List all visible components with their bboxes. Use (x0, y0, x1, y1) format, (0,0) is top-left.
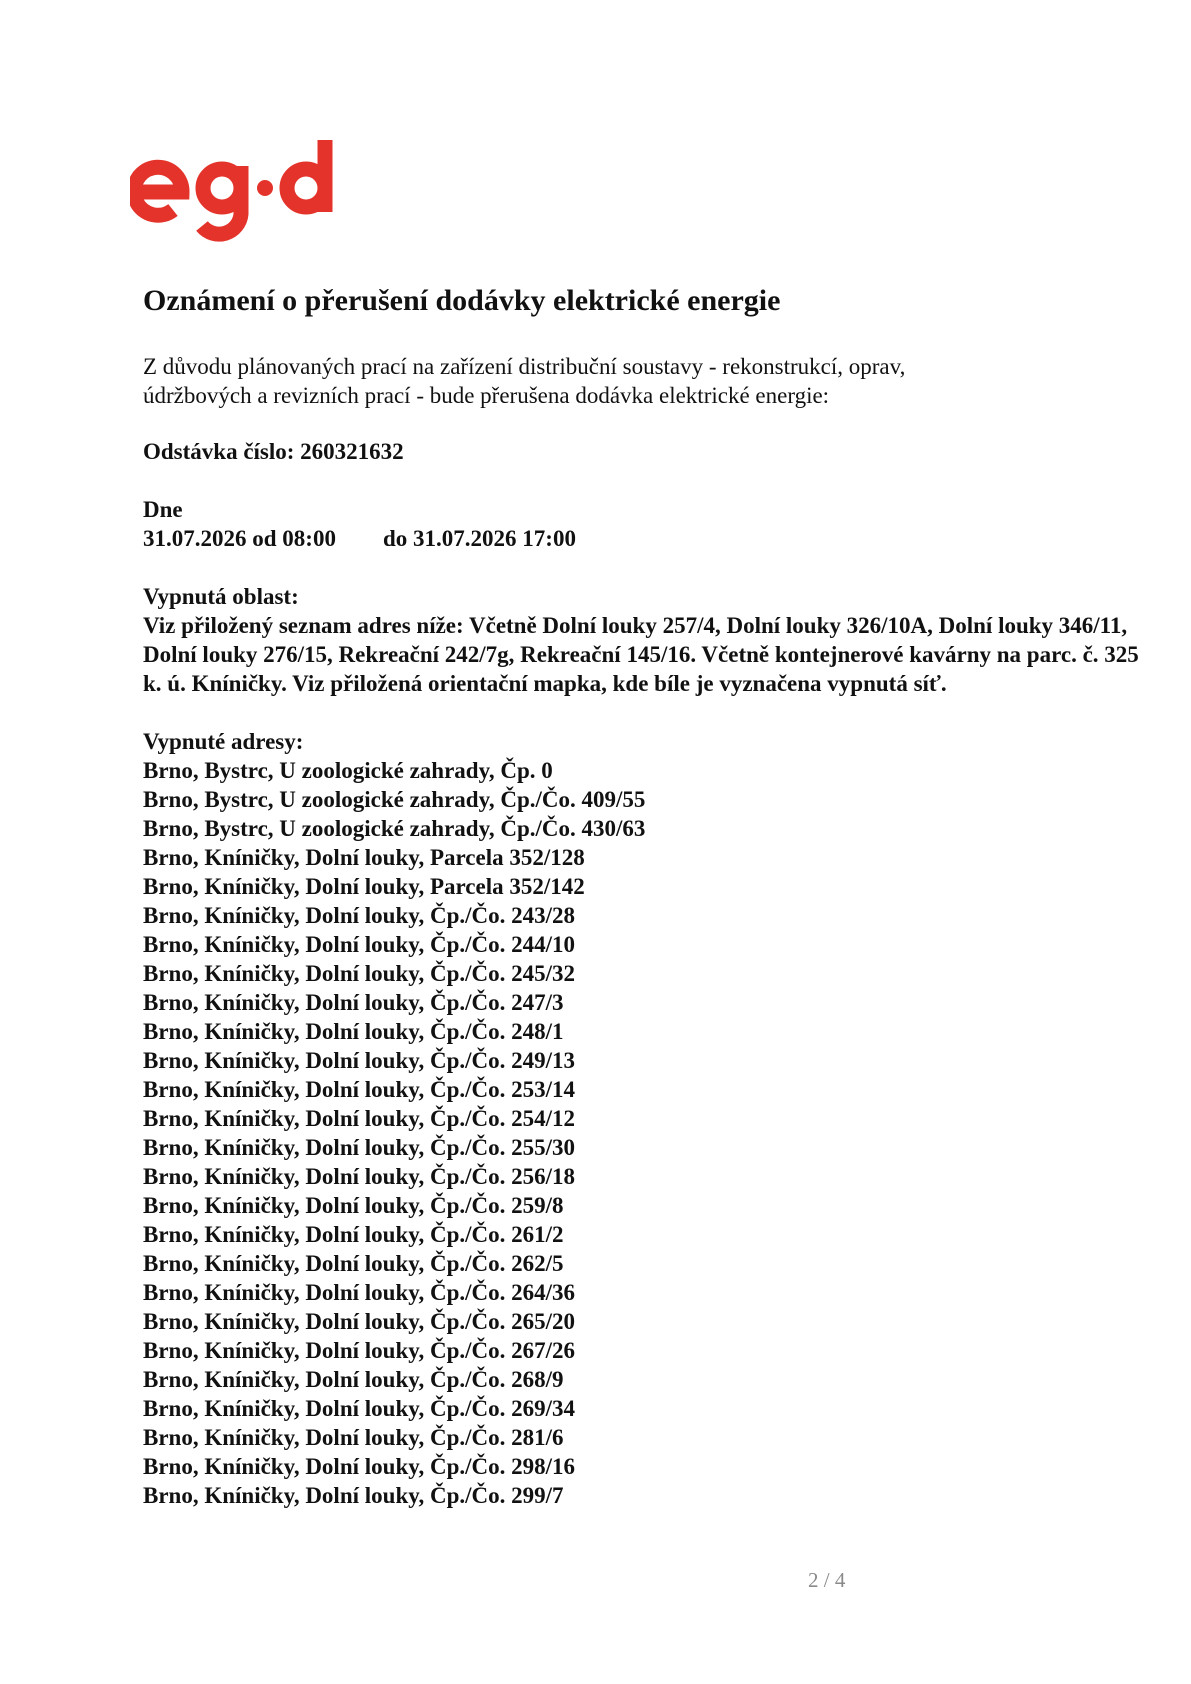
intro-line: údržbových a revizních prací - bude přerušena dodávka elektrické energie: (143, 383, 830, 408)
area-label: Vypnutá oblast: (143, 584, 299, 609)
address-item: Brno, Kníničky, Dolní louky, Čp./Čo. 256/18 (143, 1164, 576, 1189)
address-item: Brno, Kníničky, Dolní louky, Parcela 352/128 (143, 845, 585, 870)
intro-line: Z důvodu plánovaných prací na zařízení distribuční soustavy - rekonstrukcí, oprav, (143, 354, 906, 379)
addresses-label: Vypnuté adresy: (143, 729, 304, 754)
address-item: Brno, Bystrc, U zoologické zahrady, Čp. 0 (143, 758, 553, 783)
date-label: Dne (143, 497, 183, 522)
address-item: Brno, Kníničky, Dolní louky, Čp./Čo. 254/12 (143, 1106, 576, 1131)
address-item: Brno, Kníničky, Dolní louky, Čp./Čo. 262/5 (143, 1251, 564, 1276)
address-item: Brno, Kníničky, Dolní louky, Čp./Čo. 268/9 (143, 1367, 564, 1392)
address-item: Brno, Kníničky, Dolní louky, Čp./Čo. 245/32 (143, 961, 576, 986)
address-item: Brno, Kníničky, Dolní louky, Čp./Čo. 265/20 (143, 1309, 576, 1334)
address-item: Brno, Kníničky, Dolní louky, Čp./Čo. 269/34 (143, 1396, 576, 1421)
egd-logo (130, 140, 350, 250)
address-item: Brno, Kníničky, Dolní louky, Čp./Čo. 255/30 (143, 1135, 576, 1160)
address-item: Brno, Bystrc, U zoologické zahrady, Čp./Čo. 409/55 (143, 787, 646, 812)
address-item: Brno, Kníničky, Dolní louky, Parcela 352/142 (143, 874, 585, 899)
address-item: Brno, Kníničky, Dolní louky, Čp./Čo. 259/8 (143, 1193, 564, 1218)
address-item: Brno, Kníničky, Dolní louky, Čp./Čo. 267/26 (143, 1338, 576, 1363)
notice-title: Oznámení o přerušení dodávky elektrické energie (143, 284, 781, 317)
date-from: 31.07.2026 od 08:00 (143, 526, 336, 551)
address-list (143, 756, 1163, 1510)
addresses-section (143, 727, 1163, 1510)
address-item: Brno, Kníničky, Dolní louky, Čp./Čo. 247/3 (143, 990, 564, 1015)
area-description: Viz přiložený seznam adres níže: Včetně Dolní louky 257/4, Dolní louky 326/10A, Dolní louky 346/11, Dolní louky 276/15, Rekreační 242/7g, Rekreační 145/16. Včetně kontejnerové kavárny na parc. č. 325 k. ú. Kníničky. Viz přiložená orientační mapka, kde bíle je vyznačena vypnutá síť. (143, 613, 1139, 696)
address-item: Brno, Kníničky, Dolní louky, Čp./Čo. 281/6 (143, 1425, 564, 1450)
address-item: Brno, Kníničky, Dolní louky, Čp./Čo. 298/16 (143, 1454, 576, 1479)
address-item: Brno, Kníničky, Dolní louky, Čp./Čo. 264/36 (143, 1280, 576, 1305)
date-range (143, 524, 1163, 553)
intro-paragraph (143, 352, 1163, 410)
date-section (143, 495, 1163, 553)
address-item: Brno, Kníničky, Dolní louky, Čp./Čo. 253/14 (143, 1077, 576, 1102)
area-section (143, 582, 1163, 698)
outage-number: Odstávka číslo: 260321632 (143, 439, 404, 464)
address-item: Brno, Kníničky, Dolní louky, Čp./Čo. 299/7 (143, 1483, 564, 1508)
notice-content (143, 280, 1163, 1510)
date-to: do 31.07.2026 17:00 (383, 526, 576, 551)
address-item: Brno, Kníničky, Dolní louky, Čp./Čo. 249/13 (143, 1048, 576, 1073)
address-item: Brno, Kníničky, Dolní louky, Čp./Čo. 244/10 (143, 932, 576, 957)
address-item: Brno, Kníničky, Dolní louky, Čp./Čo. 261/2 (143, 1222, 564, 1247)
page-number: 2 / 4 (808, 1568, 846, 1592)
address-item: Brno, Kníničky, Dolní louky, Čp./Čo. 243/28 (143, 903, 576, 928)
address-item: Brno, Bystrc, U zoologické zahrady, Čp./Čo. 430/63 (143, 816, 646, 841)
address-item: Brno, Kníničky, Dolní louky, Čp./Čo. 248/1 (143, 1019, 564, 1044)
